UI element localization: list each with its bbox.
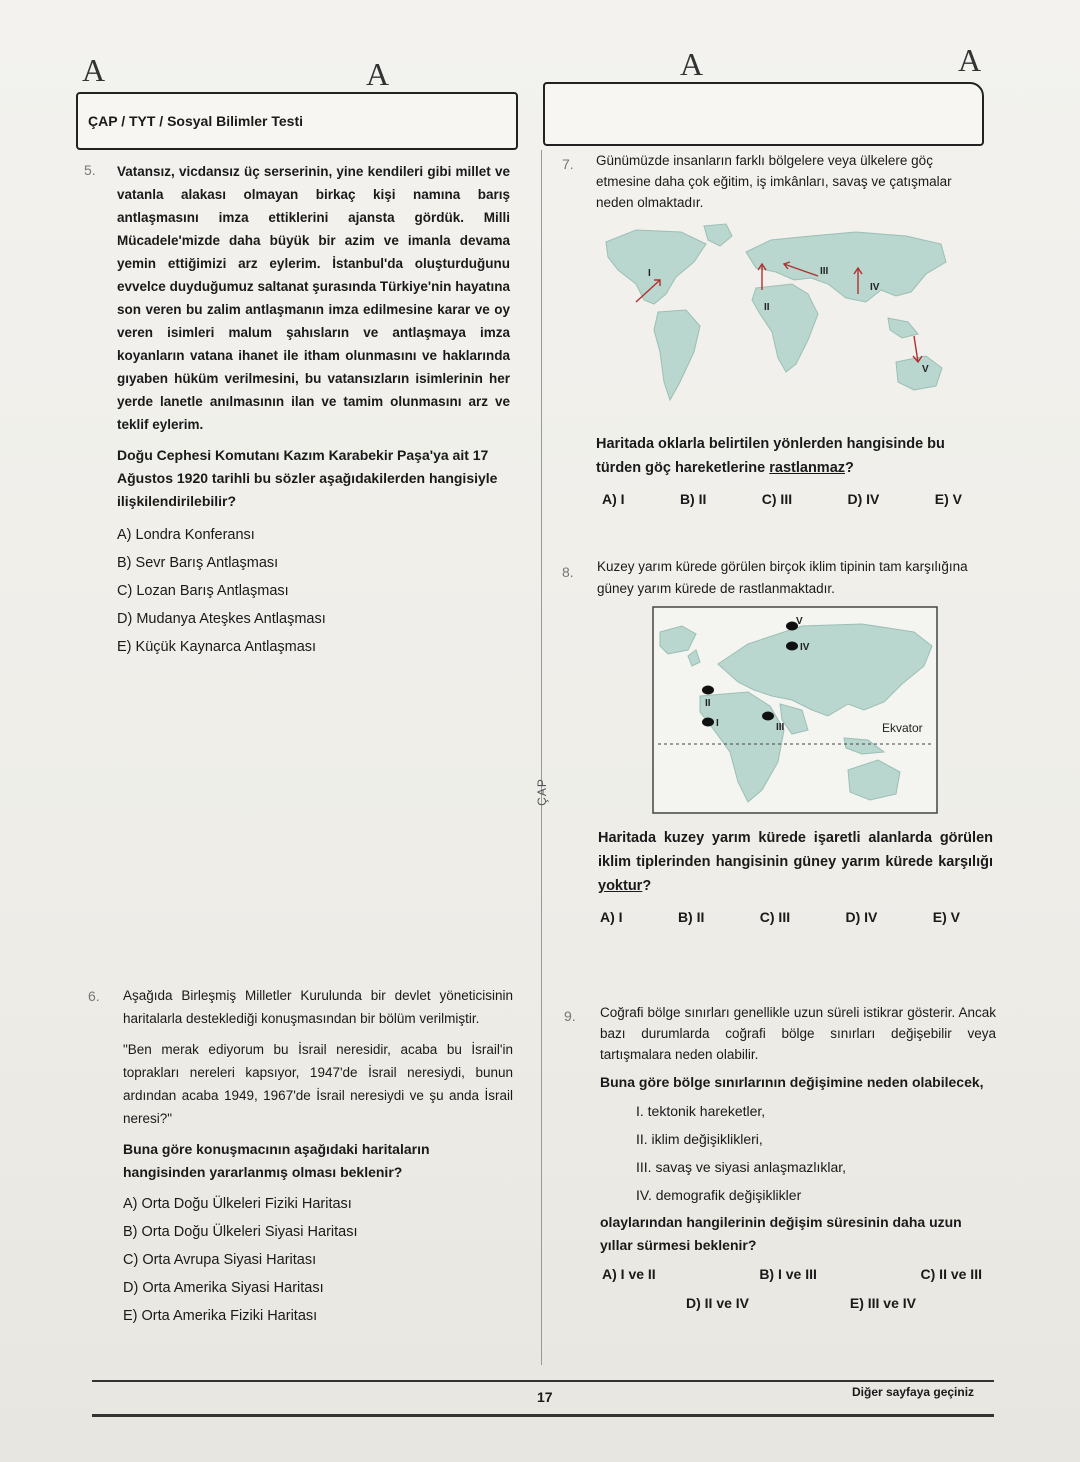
map-south-america — [654, 310, 700, 400]
question-8-stem — [598, 826, 993, 929]
q9-answers-row-2 — [600, 1292, 916, 1315]
world-migration-map — [596, 222, 976, 417]
q7-answer-d[interactable]: D) IV — [847, 491, 880, 507]
q6-option-d[interactable]: D) Orta Amerika Siyasi Haritası — [123, 1280, 324, 1296]
label-i: I — [648, 268, 651, 279]
column-divider — [541, 150, 542, 1365]
label-iii: III — [820, 266, 829, 277]
q6-quote: "Ben merak ediyorum bu İsrail neresidir, acaba bu İsrail'in toprakları nereleri kapsıyor, 1947'de İsrail neresiydi, bunun ardından acaba 1949, 1967'de İsrail neresiydi ve şu anda İsrail neresi?" — [123, 1042, 513, 1126]
q6-option-b[interactable]: B) Orta Doğu Ülkeleri Siyasi Haritası — [123, 1224, 358, 1240]
question-7-intro: Günümüzde insanların farklı bölgelere veya ülkelere göç etmesine daha çok eğitim, iş imkânları, savaş ve çatışmalar neden olmaktadır. — [596, 153, 952, 210]
q5-option-b[interactable]: B) Sevr Barış Antlaşması — [117, 555, 279, 571]
label-iv: IV — [870, 282, 880, 293]
booklet-letter-1: A — [82, 52, 106, 88]
map-africa — [752, 284, 818, 372]
question-9 — [600, 1002, 996, 1315]
q6-question: Buna göre konuşmacının aşağıdaki haritaların hangisinden yararlanmış olması beklenir? — [123, 1141, 430, 1180]
q6-option-c[interactable]: C) Orta Avrupa Siyasi Haritası — [123, 1252, 317, 1268]
q6-intro: Aşağıda Birleşmiş Milletler Kurulunda bir devlet yöneticisinin haritalarla desteklediği konuşmasından bir bölüm verilmiştir. — [123, 988, 513, 1026]
question-7-stem — [596, 432, 991, 511]
q9-answer-c[interactable]: C) II ve III — [920, 1266, 982, 1282]
map-southeast-asia — [888, 318, 918, 338]
marker-iv — [786, 642, 798, 651]
q7-answer-c[interactable]: C) III — [761, 491, 793, 507]
q9-intro: Coğrafi bölge sınırları genellikle uzun süreli istikrar gösterir. Ancak bazı durumlarda coğrafi bölge sınırları değişebilir veya tartışmalara neden olabilir. — [600, 1005, 996, 1062]
climate-map — [652, 606, 938, 814]
q9-lead: Buna göre bölge sınırlarının değişimine neden olabilecek, — [600, 1074, 984, 1090]
label-8-i: I — [716, 718, 719, 729]
q9-answer-b[interactable]: B) I ve III — [759, 1266, 817, 1282]
q9-item-3: III. savaş ve siyasi anlaşmazlıklar, — [636, 1159, 847, 1175]
q7-answer-b[interactable]: B) II — [679, 491, 707, 507]
footer-line-bottom — [92, 1414, 994, 1417]
question-8-number: 8. — [562, 564, 574, 580]
question-9-number: 9. — [564, 1008, 576, 1024]
q8-answer-d[interactable]: D) IV — [845, 909, 878, 925]
booklet-letter-3: A — [680, 46, 704, 82]
map-north-america — [606, 230, 706, 304]
marker-iii — [762, 712, 774, 721]
q6-option-a[interactable]: A) Orta Doğu Ülkeleri Fiziki Haritası — [123, 1196, 352, 1212]
header-empty-box — [543, 82, 984, 146]
q5-options — [117, 521, 510, 661]
label-8-v: V — [796, 616, 803, 627]
q7-question-post: ? — [845, 460, 854, 476]
q7-answer-e[interactable]: E) V — [934, 491, 962, 507]
q7-question — [596, 432, 991, 480]
q7-question-pre: Haritada oklarla belirtilen yönlerden hangisinde bu türden göç hareketlerine — [596, 436, 945, 476]
label-ii: II — [764, 302, 770, 313]
label-v: V — [922, 364, 929, 375]
q5-question: Doğu Cephesi Komutanı Kazım Karabekir Paşa'ya ait 17 Ağustos 1920 tarihli bu sözler aşağıdakilerden hangisiyle ilişkilendirilebilir? — [117, 447, 498, 509]
q8-answer-a[interactable]: A) I — [600, 909, 623, 925]
q7-answer-a[interactable]: A) I — [602, 491, 625, 507]
marker-i — [702, 718, 714, 727]
q9-item-1: I. tektonik hareketler, — [636, 1103, 766, 1119]
q5-option-c[interactable]: C) Lozan Barış Antlaşması — [117, 583, 289, 599]
cap-side-label: ÇAP — [534, 778, 549, 806]
q9-question: olaylarından hangilerinin değişim süresinin daha uzun yıllar sürmesi beklenir? — [600, 1214, 962, 1253]
question-5 — [117, 160, 510, 661]
q6-option-e[interactable]: E) Orta Amerika Fiziki Haritası — [123, 1308, 318, 1324]
q8-question-pre: Haritada kuzey yarım kürede işaretli alanlarda görülen iklim tiplerinden hangisinin güney yarım kürede karşılığı — [598, 830, 993, 870]
q9-answers-row-1 — [600, 1263, 982, 1286]
booklet-letter-2: A — [366, 56, 390, 92]
q9-item-2: II. iklim değişiklikleri, — [636, 1131, 763, 1147]
header-title-box — [76, 92, 518, 150]
q8-answers — [598, 906, 960, 929]
q9-item-4: IV. demografik değişiklikler — [636, 1187, 802, 1203]
q5-option-a[interactable]: A) Londra Konferansı — [117, 527, 255, 543]
q8-question-underlined: yoktur — [598, 878, 643, 894]
q5-option-e[interactable]: E) Küçük Kaynarca Antlaşması — [117, 639, 317, 655]
q8-answer-e[interactable]: E) V — [932, 909, 960, 925]
label-8-iv: IV — [800, 642, 810, 653]
q6-options — [123, 1190, 513, 1330]
question-6-number: 6. — [88, 988, 100, 1004]
footer-line-top — [92, 1380, 994, 1382]
question-6 — [123, 984, 513, 1330]
q5-passage: Vatansız, vicdansız üç serserinin, yine kendileri gibi millet ve vatanla alakası olmayan birkaç kişi namına barış antlaşmasını imza ettiklerini ajansta gördük. Milli Mücadele'mizde daha büyük bir azim ve imanla devama yemin ettiğimizi arz eylerim. İstanbul'da oluşturduğunu evvelce duyduğumuz saltanat şurasında Türkiye'nin hayatına son veren bu zalim antlaşmanın imza edilmesine karar ve oy veren isimleri malum şahısların ve antlaşmaya imza koyanların vatana ihanet ile itham olunmasını ve haklarında gıyaben hüküm verilmesini, bu vatansızların isimlerinin her yerde lanetle anılmasının ilan ve tamim olunmasını arz ve teklif eylerim. — [117, 164, 510, 432]
q8-question — [598, 826, 993, 898]
question-5-number: 5. — [84, 162, 96, 178]
question-8-intro: Kuzey yarım kürede görülen birçok iklim tipinin tam karşılığına güney yarım kürede de rastlanmaktadır. — [597, 559, 968, 596]
q7-answers — [596, 488, 962, 511]
test-title: ÇAP / TYT / Sosyal Bilimler Testi — [88, 113, 303, 129]
question-7-number: 7. — [562, 156, 574, 172]
q8-question-post: ? — [642, 878, 652, 894]
q5-option-d[interactable]: D) Mudanya Ateşkes Antlaşması — [117, 611, 326, 627]
next-page-note: Diğer sayfaya geçiniz — [852, 1385, 975, 1399]
q9-answer-e[interactable]: E) III ve IV — [849, 1295, 916, 1311]
q9-answer-d[interactable]: D) II ve IV — [686, 1295, 750, 1311]
q8-answer-b[interactable]: B) II — [677, 909, 705, 925]
q9-answer-a[interactable]: A) I ve II — [602, 1266, 656, 1282]
label-8-iii: III — [776, 722, 785, 733]
map-greenland — [704, 224, 732, 246]
q9-items — [600, 1097, 996, 1209]
page-number: 17 — [537, 1389, 553, 1405]
booklet-letter-4: A — [958, 42, 982, 78]
equator-label: Ekvator — [882, 721, 923, 735]
label-8-ii: II — [705, 698, 711, 709]
q7-question-underlined: rastlanmaz — [769, 460, 846, 476]
q8-answer-c[interactable]: C) III — [759, 909, 791, 925]
marker-ii — [702, 686, 714, 695]
